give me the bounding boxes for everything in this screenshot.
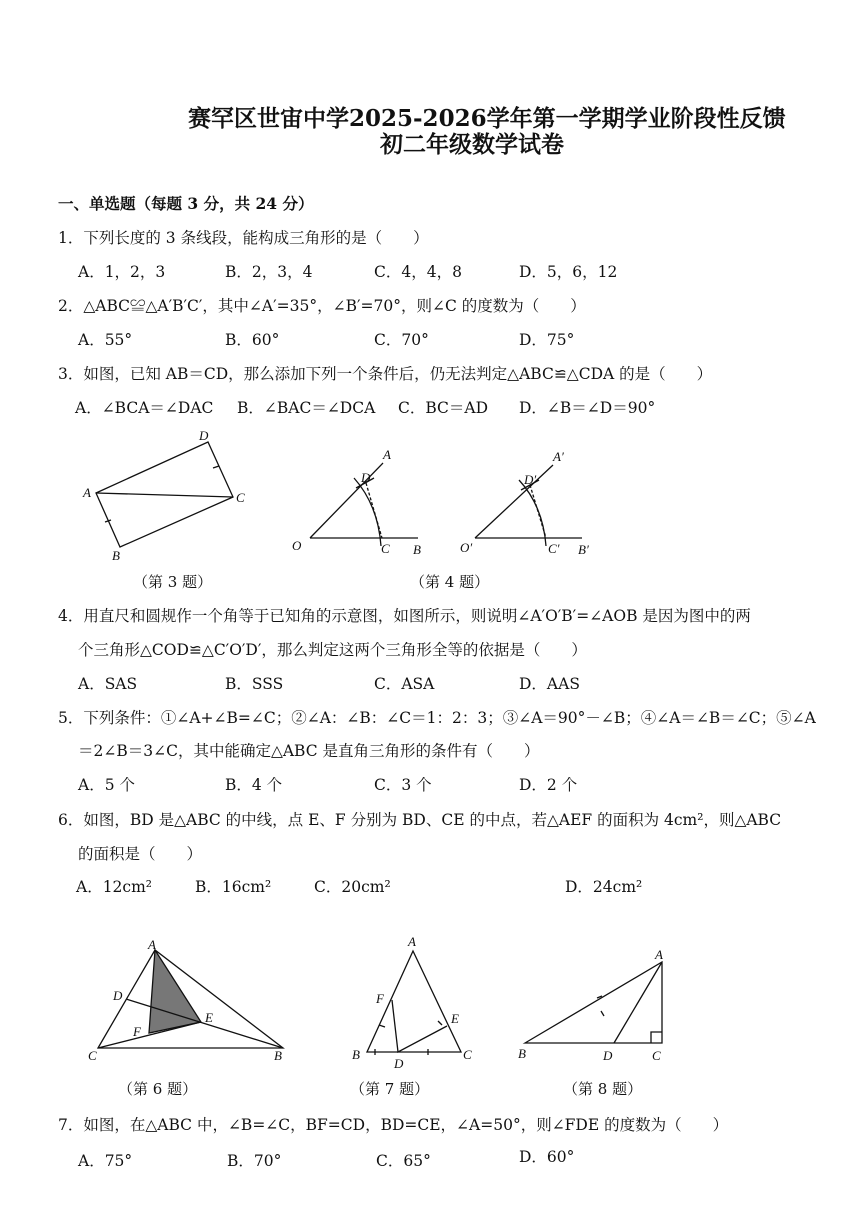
fig4-label-d: D <box>361 470 371 485</box>
fig7-label-e: E <box>451 1011 459 1026</box>
q1-option-a: A．1，2，3 <box>78 263 166 281</box>
figure-8-caption: （第 8 题） <box>563 1080 643 1098</box>
figure-6-triangle <box>98 950 283 1048</box>
fig6-label-a: A <box>148 937 156 952</box>
q1-option-c: C．4，4，8 <box>374 263 462 281</box>
q6-option-c: C．20cm² <box>314 878 391 896</box>
q3-option-c: C．BC＝AD <box>398 399 489 417</box>
fig8-label-c: C <box>652 1048 661 1063</box>
fig4b-label-d: D′ <box>524 472 537 487</box>
q6-option-d: D．24cm² <box>565 878 643 896</box>
fig7-label-d: D <box>394 1056 404 1071</box>
figure-7-caption: （第 7 题） <box>350 1080 430 1098</box>
q1-option-b: B．2，3，4 <box>225 263 313 281</box>
q4-option-a: A．SAS <box>78 675 138 693</box>
section-heading: 一、单选题（每题 3 分，共 24 分） <box>58 194 314 213</box>
question-6-stem-line-2: 的面积是（ ） <box>78 845 203 863</box>
fig3-label-b: B <box>112 548 120 563</box>
fig3-label-d: D <box>199 428 209 443</box>
q3-option-d: D．∠B＝∠D＝90° <box>519 399 656 417</box>
fig7-label-c: C <box>463 1047 472 1062</box>
q2-option-c: C．70° <box>374 331 429 349</box>
fig8-label-b: B <box>518 1046 526 1061</box>
fig4b-label-o: O′ <box>460 540 473 555</box>
q2-option-b: B．60° <box>225 331 280 349</box>
figure-8-right-triangle <box>525 962 662 1043</box>
fig4b-label-c: C′ <box>548 541 560 556</box>
exam-subtitle: 初二年级数学试卷 <box>380 131 564 158</box>
fig6-label-f: F <box>133 1024 141 1039</box>
q5-option-b: B．4 个 <box>225 776 283 794</box>
question-4-stem-line-1: 4．用直尺和圆规作一个角等于已知角的示意图，如图所示，则说明∠A′O′B′=∠AOB 是因为图中的两 <box>58 607 751 625</box>
fig6-label-e: E <box>205 1010 213 1025</box>
q4-option-b: B．SSS <box>225 675 284 693</box>
question-3-stem: 3．如图，已知 AB＝CD，那么添加下列一个条件后，仍无法判定△ABC≌△CDA 的是（ ） <box>58 365 713 383</box>
fig7-label-a: A <box>408 934 416 949</box>
question-4-stem-line-2: 个三角形△COD≌△C′O′D′，那么判定这两个三角形全等的依据是（ ） <box>78 641 587 659</box>
fig4b-label-a: A′ <box>553 449 564 464</box>
fig3-label-c: C <box>236 490 245 505</box>
q3-option-a: A．∠BCA＝∠DAC <box>75 399 214 417</box>
q7-option-c: C．65° <box>376 1152 431 1170</box>
q6-option-b: B．16cm² <box>195 878 272 896</box>
q5-option-c: C．3 个 <box>374 776 432 794</box>
exam-title: 赛罕区世宙中学2025-2026学年第一学期学业阶段性反馈 <box>188 105 786 132</box>
fig3-label-a: A <box>83 485 91 500</box>
fig6-label-d: D <box>113 988 123 1003</box>
question-1-stem: 1．下列长度的 3 条线段，能构成三角形的是（ ） <box>58 229 429 247</box>
fig4-label-a: A <box>383 447 391 462</box>
fig8-label-d: D <box>603 1048 613 1063</box>
fig7-label-f: F <box>376 991 384 1006</box>
q1-option-d: D．5，6，12 <box>519 263 618 281</box>
figure-4-caption: （第 4 题） <box>410 573 490 591</box>
question-2-stem: 2．△ABC≌△A′B′C′，其中∠A′=35°，∠B′=70°，则∠C 的度数为（ ） <box>58 297 586 315</box>
fig7-label-b: B <box>352 1047 360 1062</box>
q2-option-d: D．75° <box>519 331 575 349</box>
q4-option-c: C．ASA <box>374 675 435 693</box>
q4-option-d: D．AAS <box>519 675 580 693</box>
fig4-label-o: O <box>292 538 302 553</box>
figure-3-caption: （第 3 题） <box>133 573 213 591</box>
q5-option-a: A．5 个 <box>78 776 135 794</box>
q3-option-b: B．∠BAC＝∠DCA <box>237 399 376 417</box>
fig4b-label-b: B′ <box>578 542 589 557</box>
fig8-label-a: A <box>655 947 663 962</box>
q5-option-d: D．2 个 <box>519 776 578 794</box>
question-7-stem: 7．如图，在△ABC 中，∠B=∠C，BF=CD，BD=CE，∠A=50°，则∠FDE 的度数为（ ） <box>58 1116 729 1134</box>
fig4-label-b: B <box>413 542 421 557</box>
q7-option-d: D．60° <box>519 1148 575 1166</box>
question-6-stem-line-1: 6．如图，BD 是△ABC 的中线，点 E、F 分别为 BD、CE 的中点，若△AEF 的面积为 4cm²，则△ABC <box>58 811 782 829</box>
fig4-label-c: C <box>381 541 390 556</box>
q6-option-a: A．12cm² <box>76 878 153 896</box>
q2-option-a: A．55° <box>78 331 133 349</box>
q7-option-b: B．70° <box>227 1152 282 1170</box>
question-5-stem-line-2: ＝2∠B＝3∠C，其中能确定△ABC 是直角三角形的条件有（ ） <box>78 742 540 760</box>
fig6-label-c: C <box>88 1048 97 1063</box>
figure-6-caption: （第 6 题） <box>118 1080 198 1098</box>
q7-option-a: A．75° <box>78 1152 133 1170</box>
fig6-label-b: B <box>274 1048 282 1063</box>
question-5-stem-line-1: 5．下列条件：①∠A+∠B=∠C；②∠A：∠B：∠C＝1：2：3；③∠A＝90°－∠B；④∠A＝∠B＝∠C；⑤∠A <box>58 709 816 727</box>
